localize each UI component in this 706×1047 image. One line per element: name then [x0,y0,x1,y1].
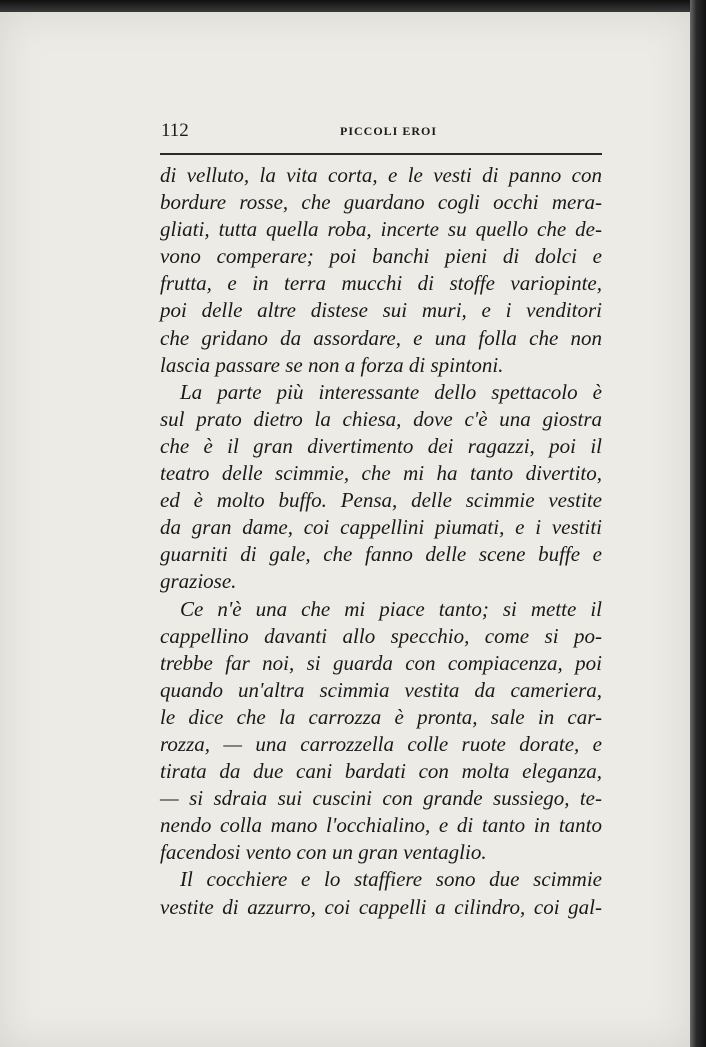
text-line: da gran dame, coi cappellini piumati, e i vestiti [160,515,602,540]
text-line: graziose. [160,569,237,594]
text-line: vestite di azzurro, coi cappelli a cilindro, coi gal- [160,894,602,919]
text-line: ed è molto buffo. Pensa, delle scimmie vestite [160,488,602,513]
header-rule [160,153,602,155]
page-edge-shadow [690,0,706,1047]
text-line: guarniti di gale, che fanno delle scene buffe e [160,542,602,567]
text-line: che è il gran divertimento dei ragazzi, poi il [160,433,602,458]
text-line: di velluto, la vita corta, e le vesti di panno con [160,163,602,187]
text-line: Ce n'è una che mi piace tanto; si mette il [180,596,602,621]
text-line: frutta, e in terra mucchi di stoffe variopinte, [160,271,602,296]
text-line: rozza, — una carrozzella colle ruote dorate, e [160,731,602,756]
running-title: PICCOLI EROI [340,124,438,138]
page-number: 112 [161,120,189,141]
text-line: vono comperare; poi banchi pieni di dolci e [160,244,602,269]
text-line: nendo colla mano l'occhialino, e di tanto in tanto [160,813,602,838]
scan-top-border [0,0,706,12]
text-line: tirata da due cani bardati con molta eleganza, [160,759,602,784]
page-header [161,120,601,144]
text-line: teatro delle scimmie, che mi ha tanto divertito, [160,461,602,486]
text-line: che gridano da assordare, e una folla che non [160,325,602,350]
text-line: facendosi vento con un gran ventaglio. [160,840,487,865]
text-line: — si sdraia sui cuscini con grande sussiego, te- [160,786,602,811]
text-line: lascia passare se non a forza di spintoni. [160,352,504,377]
text-line: bordure rosse, che guardano cogli occhi mera- [160,190,602,215]
book-page [0,12,690,1047]
text-line: quando un'altra scimmia vestita da cameriera, [160,677,602,702]
text-line: gliati, tutta quella roba, incerte su quello che de- [160,217,602,242]
text-line: sul prato dietro la chiesa, dove c'è una giostra [160,406,602,431]
body-text [160,162,602,921]
text-line: cappellino davanti allo specchio, come si po- [160,623,602,648]
text-line: le dice che la carrozza è pronta, sale in car- [160,704,602,729]
text-line: trebbe far noi, si guarda con compiacenza, poi [160,650,602,675]
text-line: poi delle altre distese sui muri, e i venditori [160,298,602,323]
text-line: Il cocchiere e lo staffiere sono due scimmie [180,867,602,892]
text-line: La parte più interessante dello spettacolo è [180,379,602,404]
